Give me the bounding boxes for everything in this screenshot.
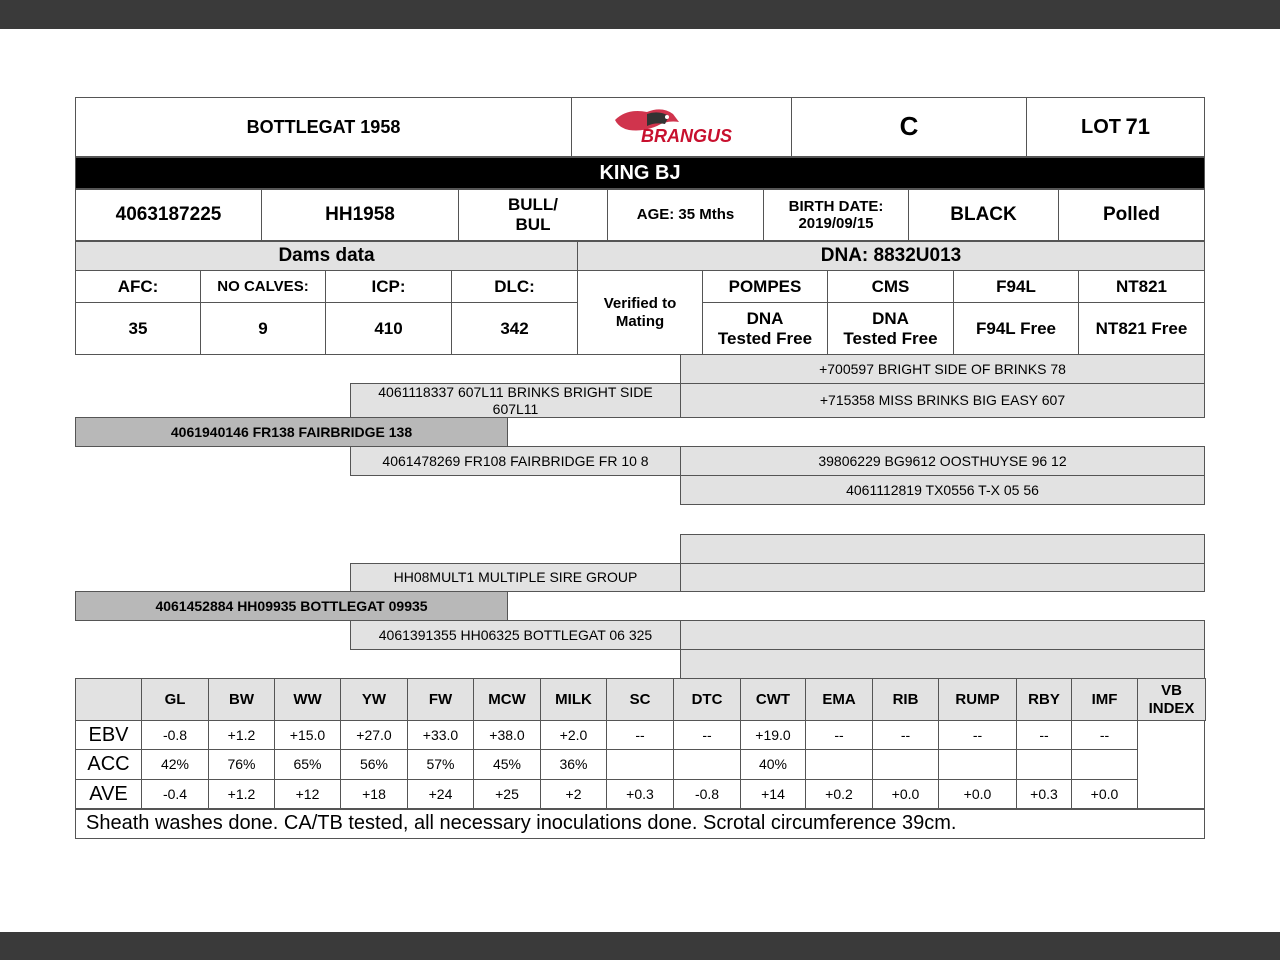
dna-value-pompes: DNA Tested Free — [702, 302, 828, 355]
pedigree-dam-dam-dam — [680, 649, 1205, 679]
ebv-cell-ave-yw: +18 — [340, 779, 408, 810]
pedigree-sire-sire: 4061118337 607L11 BRINKS BRIGHT SIDE 607L11 — [350, 383, 681, 418]
ebv-vb-index-value — [1137, 720, 1205, 810]
ebv-cell-acc-fw: 57% — [407, 749, 474, 780]
dna-header-nt821: NT821 — [1078, 270, 1205, 303]
ebv-cell-ave-ema: +0.2 — [805, 779, 873, 810]
pedigree-sire-sire-sire: +700597 BRIGHT SIDE OF BRINKS 78 — [680, 354, 1205, 384]
ebv-cell-ave-ww: +12 — [274, 779, 341, 810]
ebv-header-cwt: CWT — [740, 678, 806, 721]
ebv-header-fw: FW — [407, 678, 474, 721]
ebv-cell-ave-rby: +0.3 — [1016, 779, 1072, 810]
horn-status: Polled — [1058, 189, 1205, 241]
dna-header-cms: CMS — [827, 270, 954, 303]
ebv-cell-acc-ww: 65% — [274, 749, 341, 780]
ebv-header-sc: SC — [606, 678, 674, 721]
pedigree-dam-dam-sire — [680, 620, 1205, 650]
ebv-cell-ave-imf: +0.0 — [1071, 779, 1138, 810]
ebv-header-mcw: MCW — [473, 678, 541, 721]
dams-value-icp: 410 — [325, 302, 452, 355]
pedigree-sire-dam-dam: 4061112819 TX0556 T-X 05 56 — [680, 475, 1205, 505]
registration-number: 4063187225 — [75, 189, 262, 241]
birth-date: BIRTH DATE: 2019/09/15 — [763, 189, 909, 241]
animal-title: BOTTLEGAT 1958 — [75, 97, 572, 157]
ebv-cell-ebv-rby: -- — [1016, 720, 1072, 750]
ebv-cell-ebv-rump: -- — [938, 720, 1017, 750]
brangus-logo — [571, 97, 792, 157]
ebv-cell-acc-imf — [1071, 749, 1138, 780]
ebv-cell-acc-dtc — [673, 749, 741, 780]
herd-id: HH1958 — [261, 189, 459, 241]
ebv-header-rby: RBY — [1016, 678, 1072, 721]
ebv-cell-ebv-mcw: +38.0 — [473, 720, 541, 750]
ebv-cell-ebv-cwt: +19.0 — [740, 720, 806, 750]
dams-header-afc: AFC: — [75, 270, 201, 303]
verified-to-mating: Verified to Mating — [577, 270, 703, 355]
ebv-cell-ave-sc: +0.3 — [606, 779, 674, 810]
ebv-cell-ave-bw: +1.2 — [208, 779, 275, 810]
dams-value-dlc: 342 — [451, 302, 578, 355]
ebv-cell-ebv-imf: -- — [1071, 720, 1138, 750]
animal-name-band: KING BJ — [75, 157, 1205, 189]
ebv-header-bw: BW — [208, 678, 275, 721]
ebv-header-gl: GL — [141, 678, 209, 721]
dna-value-cms: DNA Tested Free — [827, 302, 954, 355]
ebv-header-vb-index: VB INDEX — [1137, 678, 1206, 721]
pedigree-dam-dam: 4061391355 HH06325 BOTTLEGAT 06 325 — [350, 620, 681, 650]
lot-number — [1026, 97, 1205, 157]
dna-header-f94l: F94L — [953, 270, 1079, 303]
pedigree-dam-sire-dam — [680, 563, 1205, 592]
ebv-header-yw: YW — [340, 678, 408, 721]
grade-letter: C — [791, 97, 1027, 157]
dams-value-afc: 35 — [75, 302, 201, 355]
ebv-cell-ebv-ema: -- — [805, 720, 873, 750]
ebv-cell-acc-sc — [606, 749, 674, 780]
sex: BULL/ BUL — [458, 189, 608, 241]
ebv-cell-acc-bw: 76% — [208, 749, 275, 780]
dna-header-pompes: POMPES — [702, 270, 828, 303]
ebv-cell-ebv-bw: +1.2 — [208, 720, 275, 750]
pedigree-dam: 4061452884 HH09935 BOTTLEGAT 09935 — [75, 591, 508, 621]
dams-data-title: Dams data — [75, 241, 578, 271]
ebv-cell-ebv-sc: -- — [606, 720, 674, 750]
pedigree-sire-dam-sire: 39806229 BG9612 OOSTHUYSE 96 12 — [680, 446, 1205, 476]
dams-header-calves: NO CALVES: — [200, 270, 326, 303]
ebv-cell-ave-milk: +2 — [540, 779, 607, 810]
ebv-cell-acc-mcw: 45% — [473, 749, 541, 780]
ebv-cell-acc-ema — [805, 749, 873, 780]
ebv-cell-ave-cwt: +14 — [740, 779, 806, 810]
ebv-cell-ave-mcw: +25 — [473, 779, 541, 810]
ebv-header-rib: RIB — [872, 678, 939, 721]
ebv-cell-ave-dtc: -0.8 — [673, 779, 741, 810]
ebv-cell-ebv-dtc: -- — [673, 720, 741, 750]
colour: BLACK — [908, 189, 1059, 241]
dna-value-nt821: NT821 Free — [1078, 302, 1205, 355]
dams-header-dlc: DLC: — [451, 270, 578, 303]
ebv-cell-ebv-rib: -- — [872, 720, 939, 750]
ebv-cell-ave-gl: -0.4 — [141, 779, 209, 810]
dams-value-calves: 9 — [200, 302, 326, 355]
ebv-cell-ave-fw: +24 — [407, 779, 474, 810]
ebv-header-dtc: DTC — [673, 678, 741, 721]
ebv-cell-ebv-yw: +27.0 — [340, 720, 408, 750]
ebv-header-milk: MILK — [540, 678, 607, 721]
ebv-cell-acc-rby — [1016, 749, 1072, 780]
ebv-cell-acc-rib — [872, 749, 939, 780]
ebv-cell-acc-rump — [938, 749, 1017, 780]
ebv-cell-ebv-ww: +15.0 — [274, 720, 341, 750]
ebv-row-label-ebv: EBV — [75, 720, 142, 750]
ebv-cell-ebv-gl: -0.8 — [141, 720, 209, 750]
ebv-cell-acc-gl: 42% — [141, 749, 209, 780]
dna-value-f94l: F94L Free — [953, 302, 1079, 355]
ebv-row-label-ave: AVE — [75, 779, 142, 810]
brangus-bull-icon — [607, 102, 757, 152]
pedigree-sire-dam: 4061478269 FR108 FAIRBRIDGE FR 10 8 — [350, 446, 681, 476]
dna-title: DNA: 8832U013 — [577, 241, 1205, 271]
ebv-corner-cell — [75, 678, 142, 721]
pedigree-sire: 4061940146 FR138 FAIRBRIDGE 138 — [75, 417, 508, 447]
ebv-cell-ebv-milk: +2.0 — [540, 720, 607, 750]
ebv-cell-acc-cwt: 40% — [740, 749, 806, 780]
ebv-cell-ebv-fw: +33.0 — [407, 720, 474, 750]
ebv-cell-ave-rib: +0.0 — [872, 779, 939, 810]
ebv-cell-acc-yw: 56% — [340, 749, 408, 780]
dams-header-icp: ICP: — [325, 270, 452, 303]
pedigree-dam-sire: HH08MULT1 MULTIPLE SIRE GROUP — [350, 563, 681, 592]
ebv-header-rump: RUMP — [938, 678, 1017, 721]
notes: Sheath washes done. CA/TB tested, all necessary inoculations done. Scrotal circumference 39cm. — [75, 808, 1205, 839]
bottom-frame-bar — [0, 932, 1280, 960]
pedigree-sire-sire-dam: +715358 MISS BRINKS BIG EASY 607 — [680, 383, 1205, 418]
top-frame-bar — [0, 0, 1280, 29]
ebv-header-ww: WW — [274, 678, 341, 721]
ebv-row-label-acc: ACC — [75, 749, 142, 780]
ebv-header-ema: EMA — [805, 678, 873, 721]
age: AGE: 35 Mths — [607, 189, 764, 241]
ebv-cell-acc-milk: 36% — [540, 749, 607, 780]
pedigree-dam-sire-sire — [680, 534, 1205, 564]
ebv-header-imf: IMF — [1071, 678, 1138, 721]
logo-wordmark: BRANGUS — [640, 126, 732, 146]
ebv-cell-ave-rump: +0.0 — [938, 779, 1017, 810]
lot-value: 71 — [1125, 114, 1150, 140]
lot-label: LOT — [1081, 115, 1122, 138]
